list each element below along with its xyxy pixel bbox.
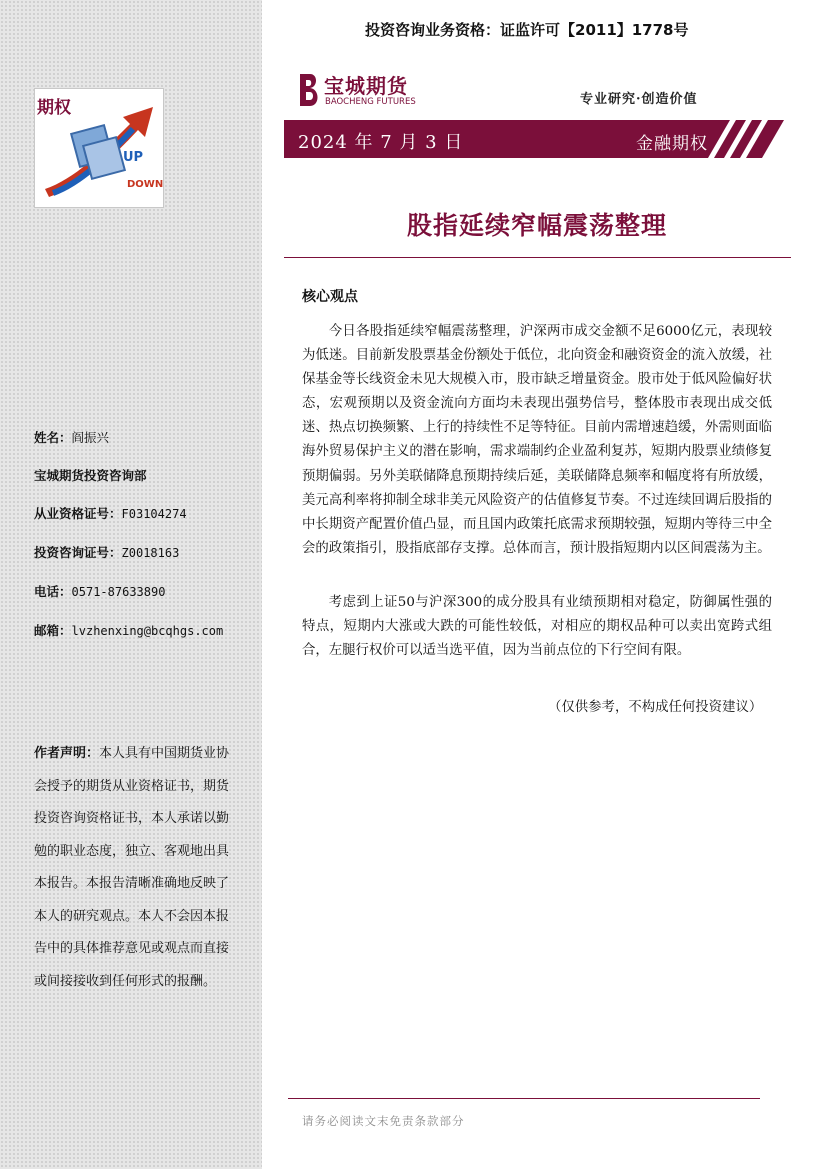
report-title: 股指延续窄幅震荡整理 [406,211,667,240]
brand-name-cn: 宝城期货 [324,74,408,98]
phone-number: 0571-87633890 [71,585,166,599]
analyst-name: 阎振兴 [71,430,110,445]
date-banner [284,120,784,158]
svg-text:DOWN: DOWN [127,179,163,190]
logo-tag: 期权 [37,98,71,118]
investment-disclaimer: （仅供参考，不构成任何投资建议） [548,700,763,715]
core-view-paragraph-2: 考虑到上证50与沪深300的成分股具有业绩预期相对稳定，防御属性强的特点，短期内大涨或大跌的可能性较低，对相应的期权品种可以卖出宽跨式组合，左腿行权价可以适当选平值，因为当前点位的下行空间有限。 [302,595,772,659]
baocheng-b-icon [296,70,322,110]
svg-text:UP: UP [123,150,144,165]
email-label: 邮箱： [34,623,72,638]
consult-number: Z0018163 [121,546,180,560]
cert-number: F03104274 [121,507,187,521]
brand-logo [296,70,436,112]
report-category: 金融期权 [636,134,708,154]
consult-row [34,543,179,561]
phone-row [34,582,165,600]
email-address[interactable]: lvzhenxing@bcqhgs.com [71,624,224,638]
cert-label: 从业资格证号： [34,506,122,521]
sidebar [0,0,262,1169]
license-info: 投资咨询业务资格：证监许可【2011】1778号 [365,21,689,39]
title-divider [284,257,791,258]
declare-label: 作者声明： [34,746,100,761]
analyst-name-row [34,428,109,446]
department [34,466,147,484]
declare-text: 本人具有中国期货业协会授予的期货从业资格证书，期货投资咨询资格证书，本人承诺以勤勉的职业态度，独立、客观地出具本报告。本报告清晰准确地反映了本人的研究观点。本人不会因本报告中的具体推荐意见或观点而直接或间接接收到任何形式的报酬。 [34,746,230,989]
options-cover-image [34,88,164,208]
department-name: 宝城期货投资咨询部 [34,468,147,483]
consult-label: 投资咨询证号： [34,545,122,560]
footer-divider [288,1098,760,1099]
slogan: 专业研究·创造价值 [580,92,698,107]
brand-name-en: BAOCHENG FUTURES [325,97,416,107]
footer-notice: 请务必阅读文末免责条款部分 [302,1114,465,1128]
phone-label: 电话： [34,584,72,599]
report-date: 2024 年 7 月 3 日 [298,132,464,153]
core-view-paragraph-1: 今日各股指延续窄幅震荡整理，沪深两市成交金额不足6000亿元，表现较为低迷。目前新发股票基金份额处于低位，北向资金和融资资金的流入放缓，社保基金等长线资金未见大规模入市，股市缺乏增量资金。股市处于低风险偏好状态，宏观预期以及资金流向方面均未表现出强势信号，整体股市表现出成交低迷、热点切换频繁、上行的持续性不足等特征。目前内需增速趋缓，外需则面临海外贸易保护主义的潜在影响，需求端制约企业盈利复苏，短期内股票业绩修复预期偏弱。另外美联储降息预期持续后延，美联储降息频率和幅度将有所放缓，美元高利率将抑制全球非美元风险资产的估值修复节奏。不过连续回调后股指的中长期资产配置价值凸显，而且国内政策托底需求预期较强，短期内等待三中全会的政策指引，股指底部存支撑。总体而言，预计股指短期内以区间震荡为主。 [302,324,772,556]
email-row [34,621,223,639]
author-declaration [34,738,230,998]
name-label: 姓名： [34,430,72,445]
section-heading: 核心观点 [302,289,358,305]
cert-row [34,504,187,522]
